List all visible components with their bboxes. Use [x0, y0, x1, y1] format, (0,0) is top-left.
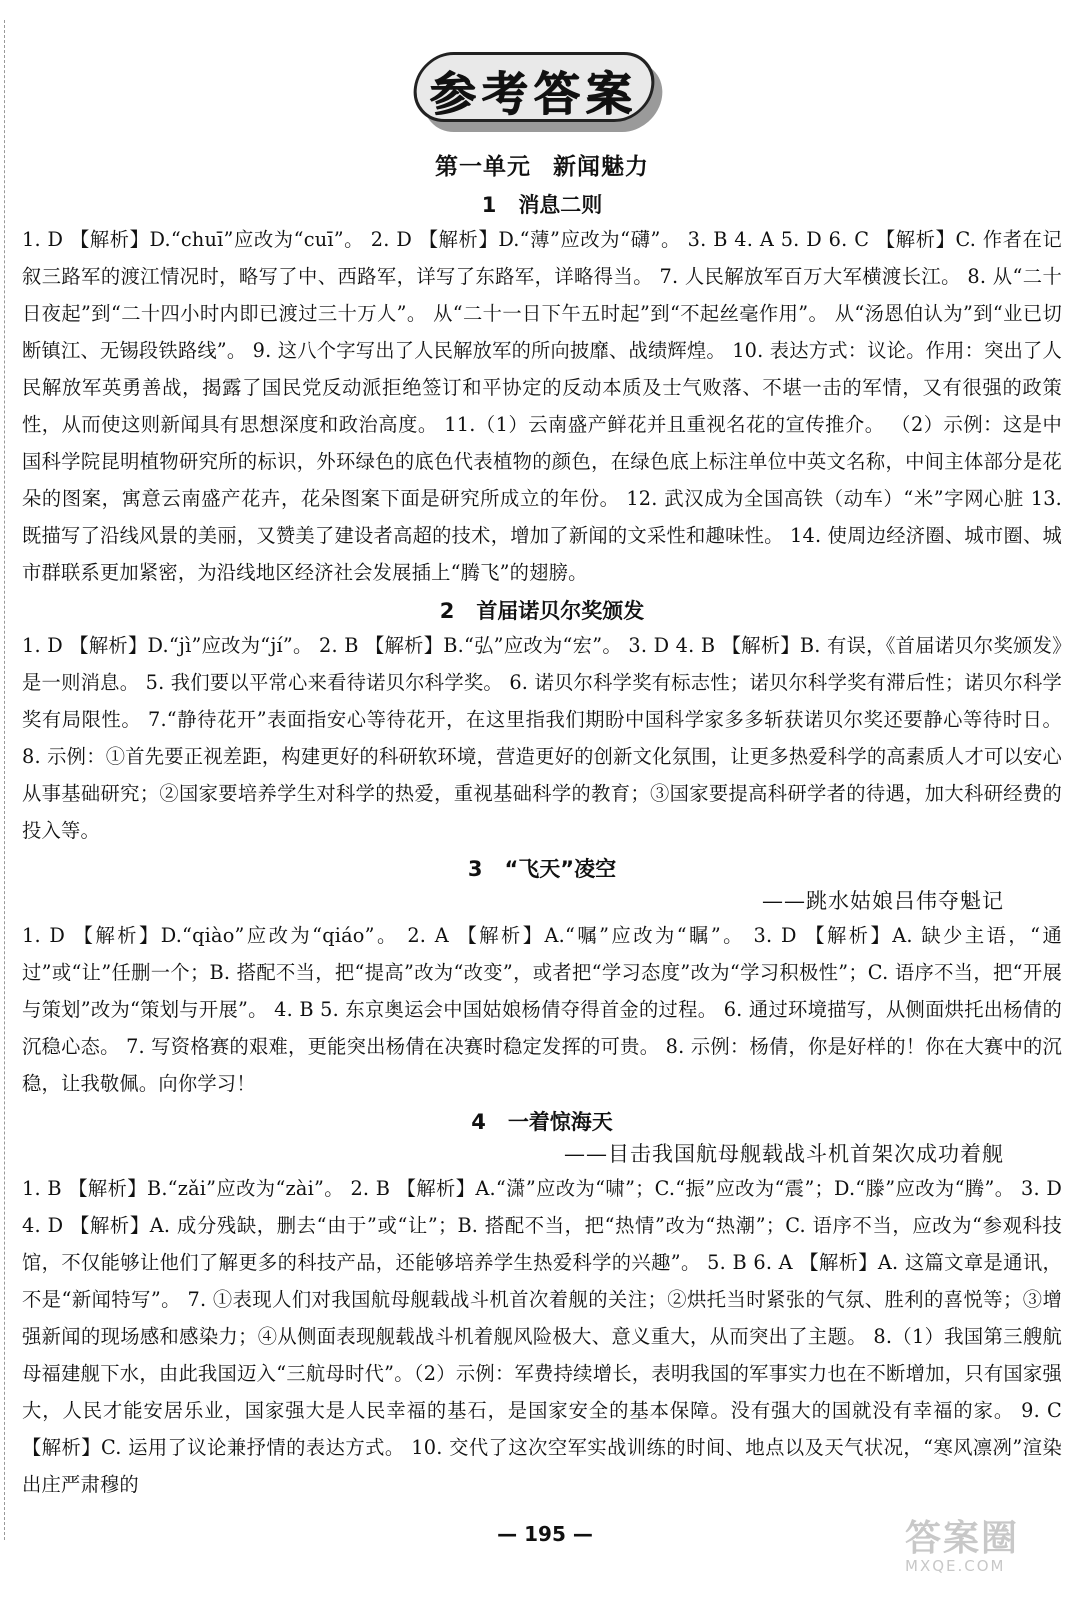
- lesson-answers: 1. D 【解析】D.“chuī”应改为“cuī”。 2. D 【解析】D.“薄”应改为“礴”。 3. B 4. A 5. D 6. C 【解析】C. 作者在记叙三路军的渡江情况时，略写了中、西路军，详写了东路军，详略得当。 7. 人民解放军百万大军横渡长江。 8. 从“二十日夜起”到“二十四小时内即已渡过三十万人”。 从“二十一日下午五时起”到“不起丝毫作用”。 从“汤恩伯认为”到“业已切断镇江、无锡段铁路线”。 9. 这八个字写出了人民解放军的所向披靡、战绩辉煌。 10. 表达方式：议论。作用：突出了人民解放军英勇善战，揭露了国民党反动派拒绝签订和平协定的反动本质及士气败落、不堪一击的军情，又有很强的政策性，从而使这则新闻具有思想深度和政治高度。 11.（1）云南盛产鲜花并且重视名花的宣传推介。 （2）示例：这是中国科学院昆明植物研究所的标识，外环绿色的底色代表植物的颜色，在绿色底上标注单位中英文名称，中间主体部分是花朵的图案，寓意云南盛产花卉，花朵图案下面是研究所成立的年份。 12. 武汉成为全国高铁（动车）“米”字网心脏 13. 既描写了沿线风景的美丽，又赞美了建设者高超的技术，增加了新闻的文采性和趣味性。 14. 使周边经济圈、城市圈、城市群联系更加紧密，为沿线地区经济社会发展插上“腾飞”的翅膀。: [22, 228, 1063, 584]
- lesson-answers: 1. D 【解析】D.“jì”应改为“jí”。 2. B 【解析】B.“弘”应改为“宏”。 3. D 4. B 【解析】B. 有误，《首届诺贝尔奖颁发》是一则消息。 5. 我们要以平常心来看待诺贝尔科学奖。 6. 诺贝尔科学奖有标志性；诺贝尔科学奖有滞后性；诺贝尔科学奖有局限性。 7.“静待花开”表面指安心等待花开，在这里指我们期盼中国科学家多多斩获诺贝尔奖还要静心等待时日。 8. 示例：①首先要正视差距，构建更好的科研软环境，营造更好的创新文化氛围，让更多热爱科学的高素质人才可以安心从事基础研究；②国家要培养学生对科学的热爱，重视基础科学的教育；③国家要提高科研学者的待遇，加大科研经费的投入等。: [22, 634, 1062, 842]
- watermark-main: 答案圈: [905, 1518, 1020, 1559]
- lesson-3: [22, 853, 1062, 1102]
- lesson-name: 一着惊海天: [507, 1110, 613, 1134]
- lesson-answers: 1. D 【解析】D.“qiào”应改为“qiáo”。 2. A 【解析】A.“嘱”应改为“瞩”。 3. D 【解析】A. 缺少主语，“通过”或“让”任删一个；B. 搭配不当，把“提高”改为“改变”，或者把“学习态度”改为“学习积极性”；C. 语序不当，把“开展与策划”改为“策划与开展”。 4. B 5. 东京奥运会中国姑娘杨倩夺得首金的过程。 6. 通过环境描写，从侧面烘托出杨倩的沉稳心态。 7. 写资格赛的艰难，更能突出杨倩在决赛时稳定发挥的可贵。 8. 示例：杨倩，你是好样的！你在大赛中的沉稳，让我敬佩。向你学习！: [22, 924, 1062, 1095]
- unit-title: [22, 148, 1062, 181]
- page-title: 参考答案: [430, 67, 638, 121]
- lesson-title: [22, 595, 1062, 625]
- answer-content: [22, 148, 1062, 1503]
- unit-label: 第一单元: [435, 154, 531, 180]
- lesson-2: [22, 595, 1062, 849]
- lesson-number: 3: [467, 857, 483, 881]
- lesson-number: 1: [481, 193, 497, 217]
- lesson-name: “飞天”凌空: [504, 857, 617, 881]
- unit-name: 新闻魅力: [553, 154, 649, 180]
- lesson-title: [22, 853, 1062, 883]
- page-number: — 195 —: [497, 1522, 593, 1546]
- watermark-logo: [905, 1510, 1070, 1590]
- lesson-answers: 1. B 【解析】B.“zǎi”应改为“zài”。 2. B 【解析】A.“潇”应改为“啸”；C.“振”应改为“震”；D.“滕”应改为“腾”。 3. D 4. D 【解析】A. 成分残缺，删去“由于”或“让”；B. 搭配不当，把“热情”改为“热潮”；C. 语序不当，应改为“参观科技馆，不仅能够让他们了解更多的科技产品，还能够培养学生热爱科学的兴趣”。 5. B 6. A 【解析】A. 这篇文章是通讯，不是“新闻特写”。 7. ①表现人们对我国航母舰载战斗机首次着舰的关注；②烘托当时紧张的气氛、胜利的喜悦等；③增强新闻的现场感和感染力；④从侧面表现舰载战斗机着舰风险极大、意义重大，从而突出了主题。 8.（1）我国第三艘航母福建舰下水，由此我国迈入“三航母时代”。（2）示例：军费持续增长，表明我国的军事实力也在不断增加，只有国家强大，人民才能安居乐业，国家强大是人民幸福的基石，是国家安全的基本保障。没有强大的国就没有幸福的家。 9. C 【解析】C. 运用了议论兼抒情的表达方式。 10. 交代了这次空军实战训练的时间、地点以及天气状况，“寒风凛冽”渲染出庄严肃穆的: [22, 1177, 1062, 1496]
- title-banner: [414, 48, 670, 138]
- lesson-4: [22, 1106, 1062, 1503]
- watermark-url: MXQE.COM: [905, 1557, 1006, 1575]
- lesson-name: 消息二则: [518, 193, 603, 217]
- lesson-1: [22, 189, 1062, 591]
- binding-edge-line: [4, 20, 5, 1540]
- lesson-title: [22, 189, 1062, 219]
- lesson-number: 2: [439, 599, 455, 623]
- lesson-title: [22, 1106, 1062, 1136]
- lesson-name: 首届诺贝尔奖颁发: [476, 599, 645, 623]
- lesson-number: 4: [471, 1110, 486, 1134]
- lesson-subtitle: ——目击我国航母舰载战斗机首架次成功着舰: [564, 1142, 1004, 1166]
- lesson-subtitle: ——跳水姑娘吕伟夺魁记: [762, 889, 1004, 913]
